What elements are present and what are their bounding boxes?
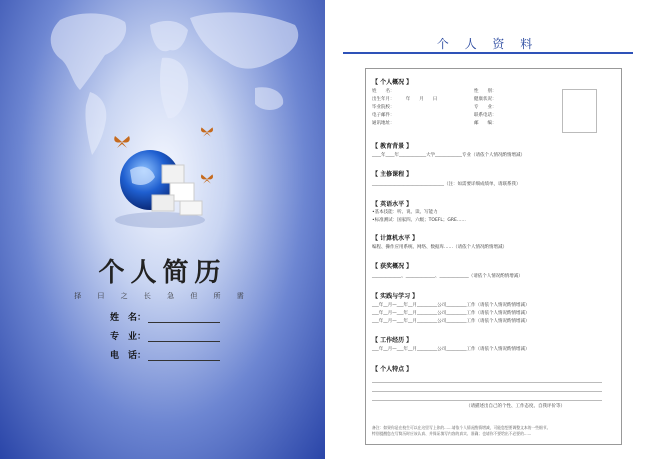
overview-row-right: 专 业： xyxy=(474,105,497,110)
section-computer: 【 计算机水平 】 xyxy=(372,235,419,242)
butterfly-icon xyxy=(200,172,214,186)
english-line: •标准测试：国家四、六级；TOEFL；GRE…… xyxy=(372,218,466,223)
footnote: 备注：如果你是在校生可以在这里写上你的……请依个人情况酌情增减，可能您想要调整文本的一些细节。 xyxy=(372,425,551,430)
overview-row-right: 联系电话： xyxy=(474,113,497,118)
title-divider xyxy=(343,52,633,54)
overview-row: 姓 名： xyxy=(372,89,395,94)
overview-row-right: 性 别： xyxy=(474,89,497,94)
phone-blank xyxy=(148,352,220,361)
resume-form xyxy=(365,68,622,445)
practice-line: ___年__月—___年__月_________公司_________工作（请依个人情况酌情增减） xyxy=(372,311,530,316)
courses-line: ________________________________（注：如需要详细成绩单，请联系我） xyxy=(372,182,521,187)
section-overview: 【 个人概况 】 xyxy=(372,79,413,86)
section-work: 【 工作经历 】 xyxy=(372,337,413,344)
cover-field-name: 姓 名： xyxy=(110,310,220,323)
overview-row: 毕业院校： xyxy=(372,105,395,110)
cover-subtitle: 择 曰 之 长 急 但 所 需 xyxy=(74,292,251,300)
practice-line: ___年__月—___年__月_________公司_________工作（请依个人情况酌情增减） xyxy=(372,319,530,324)
section-practice: 【 实践与学习 】 xyxy=(372,293,419,300)
computer-line: 编程、操作应用系统、网络、数据库……（请依个人情况酌情增减） xyxy=(372,245,507,250)
photo-placeholder xyxy=(562,89,597,133)
education-line: ____年____年____________大学____________专业（请依个人情况酌情增减） xyxy=(372,153,525,158)
work-line: ___年__月—___年__月_________公司_________工作（请依个人情况酌情增减） xyxy=(372,347,530,352)
overview-row: 通讯地址： xyxy=(372,121,395,126)
butterfly-icon xyxy=(200,125,214,139)
overview-row-right: 健康状况： xyxy=(474,97,497,102)
butterfly-icon xyxy=(113,134,131,150)
footnote: 特别提醒您在写简历时应该认真、并保证填写内容的真实、准确；也请你不要给出不必要的…… xyxy=(372,431,532,436)
section-education: 【 教育背景 】 xyxy=(372,143,413,150)
section-awards: 【 获奖概况 】 xyxy=(372,263,413,270)
traits-line xyxy=(372,400,602,401)
cover-title: 个人简历 xyxy=(98,258,227,288)
name-blank xyxy=(148,314,220,323)
traits-line xyxy=(372,382,602,383)
section-traits: 【 个人特点 】 xyxy=(372,366,413,373)
page-title: 个 人 资 料 xyxy=(436,37,539,51)
traits-note: （请描述出自己的个性、工作态度、自我评价等） xyxy=(466,404,565,409)
practice-line: ___年__月—___年__月_________公司_________工作（请依个人情况酌情增减） xyxy=(372,303,530,308)
cover-title-block xyxy=(0,252,325,301)
section-english: 【 英语水平 】 xyxy=(372,201,413,208)
cover-field-phone: 电 话： xyxy=(110,348,220,361)
awards-line: _____________、_____________、_____________（请依个人情况酌情增减） xyxy=(372,274,523,279)
cover-fields xyxy=(110,310,220,367)
overview-row-right: 邮 编： xyxy=(474,121,497,126)
section-courses: 【 主修课程 】 xyxy=(372,171,413,178)
english-line: •基本技能：听、说、读、写能力 xyxy=(372,210,438,215)
overview-row: 电子邮件： xyxy=(372,113,395,118)
resume-info-page xyxy=(325,0,650,459)
traits-line xyxy=(372,391,602,392)
overview-row: 出生年月： 年 月 日 xyxy=(372,97,438,102)
major-blank xyxy=(148,333,220,342)
cover-field-major: 专 业： xyxy=(110,329,220,342)
